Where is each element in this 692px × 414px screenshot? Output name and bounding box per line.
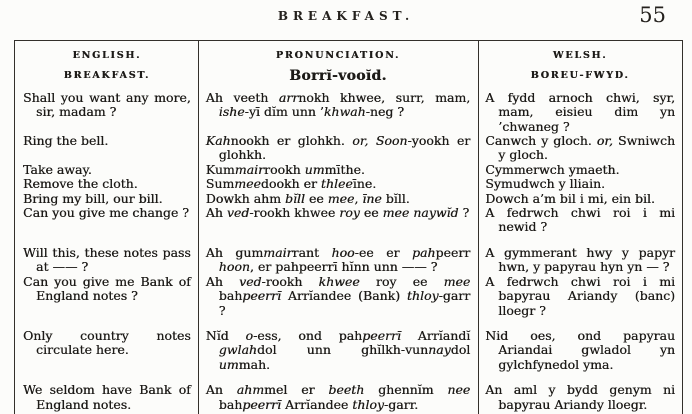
phrase-text-pronunciation: Kummairrookh ummīthe. [205, 161, 365, 177]
phrase-row [15, 372, 682, 412]
phrase-cell-pronunciation [198, 192, 477, 206]
phrase-text-welsh: Symudwch y lliain. [485, 176, 605, 192]
column-header-welsh [477, 41, 682, 91]
phrase-text-english: Ring the bell. [23, 133, 109, 149]
phrase-cell-pronunciation [198, 163, 477, 177]
phrase-row [15, 177, 682, 191]
phrase-text-english: Bring my bill, our bill. [23, 190, 163, 206]
phrase-row [15, 235, 682, 275]
phrase-cell-pronunciation [198, 177, 477, 191]
phrase-text-english: Remove the cloth. [23, 176, 138, 192]
phrase-cell-english [15, 318, 198, 372]
phrase-text-welsh: Dowch a’m bil i mi, ein bil. [485, 190, 655, 206]
phrase-cell-welsh [477, 177, 682, 191]
phrase-cell-english [15, 91, 198, 134]
phrase-text-english: We seldom have Bank of England notes. [23, 382, 191, 412]
phrase-cell-pronunciation [198, 372, 477, 412]
phrase-cell-welsh [477, 275, 682, 318]
phrase-cell-pronunciation [198, 235, 477, 275]
page-number: 55 [639, 3, 666, 27]
phrase-text-pronunciation: Ah veeth arrnokh khwee, surr, mam, ishe-yī dĭm unn ’khwah-neg ? [205, 89, 471, 120]
phrase-row [15, 192, 682, 206]
phrase-text-welsh: A fydd arnoch chwi, syr, mam, eisieu dim yn ’chwaneg ? [485, 89, 675, 134]
phrase-text-welsh: A fedrwch chwi roi i mi newid ? [485, 205, 675, 235]
phrase-cell-welsh [477, 206, 682, 235]
phrase-cell-welsh [477, 91, 682, 134]
phrase-rows [15, 41, 682, 412]
phrase-row [15, 318, 682, 372]
phrase-cell-welsh [477, 134, 682, 163]
phrase-text-pronunciation: Ah ved-rookh khwee roy ee mee naywĭd ? [205, 205, 470, 221]
phrase-cell-english [15, 275, 198, 318]
column-subheader-welsh: BOREU-FWYD. [530, 70, 630, 82]
phrase-text-welsh: An aml y bydd genym ni bapyrau Ariandy lloegr. [485, 382, 675, 412]
phrase-text-welsh: Cymmerwch ymaeth. [485, 161, 620, 177]
column-header-row [15, 41, 682, 91]
phrase-cell-welsh [477, 318, 682, 372]
phrase-text-pronunciation: Ah gummairrant hoo-ee er pahpeerr hoon, er pahpeerrī hĭnn unn —— ? [205, 244, 471, 275]
phrase-text-pronunciation: An ahmmel er beeth ghennĭm nee bahpeerrī Arrĭandee thloy-garr. [205, 382, 471, 412]
phrase-text-welsh: Nid oes, ond papyrau Ariandai gwladol yn gylchfynedol yma. [485, 327, 675, 372]
column-subheader-pronunciation: Borrĭ-vooĭd. [289, 68, 387, 85]
column-subheader-english: BREAKFAST. [63, 70, 151, 82]
phrase-cell-english [15, 163, 198, 177]
phrase-text-welsh: Canwch y gloch. or, Swniwch y gloch. [485, 133, 675, 163]
phrase-cell-english [15, 235, 198, 275]
phrase-cell-pronunciation [198, 318, 477, 372]
phrase-text-pronunciation: Nĭd o-ess, ond pahpeerrī Arrĭandĭ gwlahdol unn ghĭlkh-vunnaydol ummah. [205, 327, 471, 372]
phrase-cell-pronunciation [198, 206, 477, 235]
phrase-text-pronunciation: Ah ved-rookh khwee roy ee mee bahpeerrī Arrĭandee (Bank) thloy-garr ? [205, 273, 471, 318]
phrase-cell-welsh [477, 163, 682, 177]
phrase-cell-english [15, 177, 198, 191]
phrase-cell-english [15, 134, 198, 163]
phrase-cell-welsh [477, 372, 682, 412]
column-header-english [15, 41, 198, 91]
phrase-text-english: Will this, these notes pass at —— ? [23, 244, 191, 275]
column-divider-1 [198, 41, 199, 414]
phrase-row [15, 134, 682, 163]
phrase-text-welsh: A fedrwch chwi roi i mi bapyrau Ariandy (banc) lloegr ? [485, 273, 675, 318]
phrase-text-pronunciation: Summeedookh er thleeīne. [205, 176, 377, 192]
phrase-row [15, 206, 682, 235]
phrase-cell-english [15, 206, 198, 235]
phrase-text-pronunciation: Kahnookh er glohkh. or, Soon-yookh er glohkh. [205, 133, 471, 163]
phrase-cell-welsh [477, 235, 682, 275]
phrase-cell-english [15, 372, 198, 412]
phrasebook-table [14, 40, 683, 414]
phrase-row [15, 163, 682, 177]
phrase-row [15, 91, 682, 134]
phrase-cell-english [15, 192, 198, 206]
phrase-text-english: Only country notes circulate here. [23, 327, 191, 358]
phrase-cell-welsh [477, 192, 682, 206]
column-divider-2 [478, 41, 479, 414]
phrase-text-english: Shall you want any more, sir, madam ? [23, 89, 191, 120]
column-header-pronunciation [198, 41, 477, 91]
phrase-cell-pronunciation [198, 275, 477, 318]
phrase-text-english: Take away. [23, 161, 92, 177]
phrase-text-english: Can you give me Bank of England notes ? [23, 273, 191, 304]
column-header-pronunciation-label: PRONUNCIATION. [275, 50, 401, 61]
phrase-row [15, 275, 682, 318]
phrase-text-welsh: A gymmerant hwy y papyr hwn, y papyrau hyn yn — ? [485, 244, 675, 275]
column-header-english-label: ENGLISH. [72, 50, 142, 61]
column-header-welsh-label: WELSH. [552, 50, 608, 61]
phrase-cell-pronunciation [198, 91, 477, 134]
phrase-text-english: Can you give me change ? [23, 205, 189, 221]
phrase-text-pronunciation: Dowkh ahm bĭll ee mee, īne bĭll. [205, 190, 410, 206]
phrase-cell-pronunciation [198, 134, 477, 163]
running-head-title: BREAKFAST. [277, 9, 415, 23]
